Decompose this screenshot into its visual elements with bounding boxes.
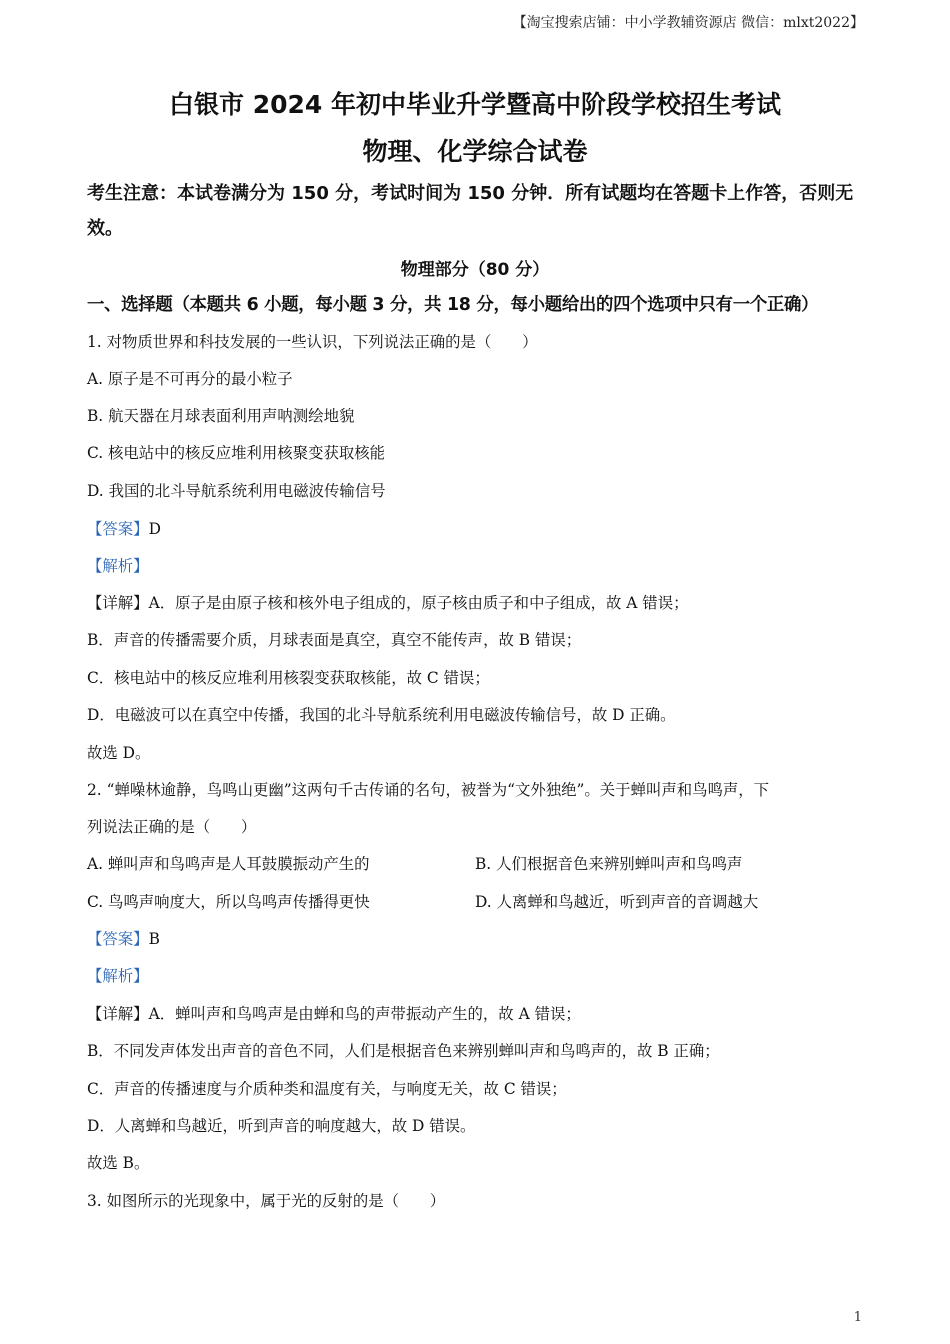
q2-stem-line2: 列说法正确的是（ ）	[87, 818, 257, 836]
analysis-tag: 【解析】	[87, 557, 149, 575]
q2-detail-d: D．人离蝉和鸟越近，听到声音的响度越大，故 D 错误。	[87, 1117, 476, 1135]
candidate-notice: 考生注意：本试卷满分为 150 分，考试时间为 150 分钟．所有试题均在答题卡上作答，否则无效。	[87, 183, 854, 239]
q2-conclusion: 故选 B。	[87, 1154, 150, 1172]
q1-option-a: A. 原子是不可再分的最小粒子	[87, 370, 293, 388]
header-note: 【淘宝搜索店铺：中小学教辅资源店 微信：mlxt2022】	[512, 15, 864, 31]
q1-conclusion: 故选 D。	[87, 744, 151, 762]
q1-answer: D	[148, 520, 161, 538]
q1-detail-c: C．核电站中的核反应堆利用核裂变获取核能，故 C 错误；	[87, 669, 490, 687]
q1-detail-b: B．声音的传播需要介质，月球表面是真空，真空不能传声，故 B 错误；	[87, 631, 582, 649]
analysis-tag: 【解析】	[87, 967, 149, 985]
q1-option-b: B. 航天器在月球表面利用声呐测绘地貌	[87, 407, 355, 425]
q1-answer-line	[87, 517, 161, 539]
q2-stem-line1: 2. “蝉噪林逾静，鸟鸣山更幽”这两句千古传诵的名句，被誉为“文外独绝”。关于蝉叫声和鸟鸣声，下	[87, 781, 770, 799]
q2-option-a: A. 蝉叫声和鸟鸣声是人耳鼓膜振动产生的	[87, 855, 370, 873]
q2-option-b: B. 人们根据音色来辨别蝉叫声和鸟鸣声	[475, 855, 743, 873]
q2-option-c: C. 鸟鸣声响度大，所以鸟鸣声传播得更快	[87, 893, 370, 911]
q1-detail-d: D．电磁波可以在真空中传播，我国的北斗导航系统利用电磁波传输信号，故 D 正确。	[87, 706, 676, 724]
q1-analysis-tag	[87, 554, 149, 576]
q2-option-d: D. 人离蝉和鸟越近，听到声音的音调越大	[475, 893, 759, 911]
exam-title: 白银市 2024 年初中毕业升学暨高中阶段学校招生考试	[169, 90, 781, 119]
q2-answer-line	[87, 927, 160, 949]
section-title: 物理部分（80 分）	[400, 260, 550, 280]
page-number: 1	[853, 1310, 862, 1325]
exam-subtitle: 物理、化学综合试卷	[362, 137, 588, 166]
q2-detail-a	[87, 1002, 581, 1024]
q1-stem: 1. 对物质世界和科技发展的一些认识，下列说法正确的是（ ）	[87, 333, 538, 351]
q2-detail-c: C．声音的传播速度与介质种类和温度有关，与响度无关，故 C 错误；	[87, 1080, 567, 1098]
part-heading: 一、选择题（本题共 6 小题，每小题 3 分，共 18 分，每小题给出的四个选项中只有一个正确）	[87, 295, 819, 315]
answer-tag: 【答案】	[87, 520, 149, 538]
detail-tag: 【详解】	[87, 594, 149, 612]
q1-detail-a	[87, 591, 688, 613]
q2-analysis-tag	[87, 964, 149, 986]
detail-tag: 【详解】	[87, 1005, 149, 1023]
q2-detail-a-text: A．蝉叫声和鸟鸣声是由蝉和鸟的声带振动产生的，故 A 错误；	[148, 1005, 581, 1023]
q2-answer: B	[148, 930, 160, 948]
q1-option-d: D. 我国的北斗导航系统利用电磁波传输信号	[87, 482, 386, 500]
q2-detail-b: B．不同发声体发出声音的音色不同，人们是根据音色来辨别蝉叫声和鸟鸣声的，故 B 正确；	[87, 1042, 720, 1060]
q1-option-c: C. 核电站中的核反应堆利用核聚变获取核能	[87, 444, 386, 462]
q1-detail-a-text: A．原子是由原子核和核外电子组成的，原子核由质子和中子组成，故 A 错误；	[148, 594, 689, 612]
q3-stem: 3. 如图所示的光现象中，属于光的反射的是（ ）	[87, 1192, 446, 1210]
answer-tag: 【答案】	[87, 930, 149, 948]
